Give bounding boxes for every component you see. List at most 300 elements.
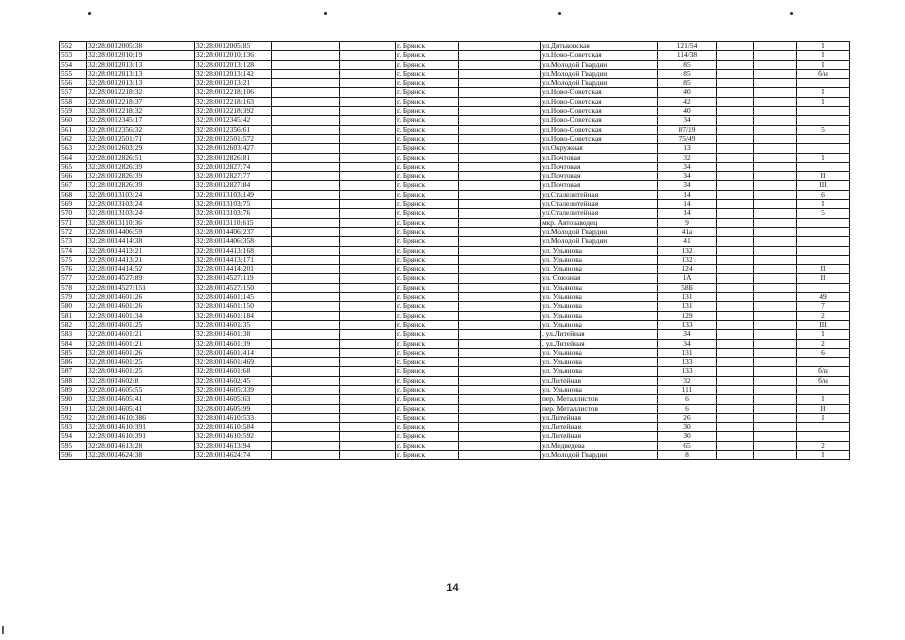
table-row: [60, 274, 850, 283]
cell-apartment: 49: [797, 293, 850, 302]
cell-cadastral-number-building: 32:28:0014413:168: [195, 246, 272, 255]
table-row: [60, 432, 850, 441]
cell-blank-col-7: [459, 404, 541, 413]
cell-row-number: 593: [60, 423, 87, 432]
cell-blank-col-11: [754, 432, 797, 441]
cell-row-number: 571: [60, 218, 87, 227]
scan-dot: [790, 12, 793, 15]
cell-house-number: 121/54: [658, 42, 717, 51]
cell-city: г. Брянск: [396, 293, 459, 302]
cell-row-number: 568: [60, 190, 87, 199]
cell-blank-col-4: [272, 255, 340, 264]
cell-cadastral-number-building: 32:28:0014601:145: [195, 293, 272, 302]
cell-apartment: [797, 358, 850, 367]
cell-city: г. Брянск: [396, 413, 459, 422]
cell-house-number: 6: [658, 404, 717, 413]
cell-cadastral-number-building: 32:28:0012013:142: [195, 69, 272, 78]
cell-cadastral-number-building: 32:28:0012826:81: [195, 153, 272, 162]
cell-cadastral-number-building: 32:28:0014601:469: [195, 358, 272, 367]
cell-apartment: II: [797, 404, 850, 413]
table-row: [60, 69, 850, 78]
cell-blank-col-4: [272, 134, 340, 143]
cell-row-number: 583: [60, 330, 87, 339]
cell-blank-col-4: [272, 385, 340, 394]
cell-cadastral-number-parcel: 32:28:0014601:26: [87, 293, 195, 302]
cell-row-number: 589: [60, 385, 87, 394]
cell-blank-col-4: [272, 348, 340, 357]
cell-house-number: 133: [658, 358, 717, 367]
cell-street: ул.Ново-Советская: [541, 116, 658, 125]
cell-house-number: 114/38: [658, 51, 717, 60]
cell-blank-col-4: [272, 60, 340, 69]
cell-cadastral-number-parcel: 32:28:0013110:36: [87, 218, 195, 227]
cell-apartment: [797, 237, 850, 246]
cell-row-number: 578: [60, 283, 87, 292]
cell-city: г. Брянск: [396, 172, 459, 181]
table-row: [60, 209, 850, 218]
cell-street: пер. Металлистов: [541, 404, 658, 413]
cell-street: ул.Молодой Гвардии: [541, 451, 658, 460]
cell-blank-col-11: [754, 293, 797, 302]
cell-blank-col-4: [272, 237, 340, 246]
cell-city: г. Брянск: [396, 339, 459, 348]
cell-blank-col-4: [272, 227, 340, 236]
cell-row-number: 586: [60, 358, 87, 367]
cell-apartment: I: [797, 395, 850, 404]
cell-blank-col-5: [340, 320, 396, 329]
cell-blank-col-7: [459, 255, 541, 264]
cell-street: ул. Ульянова: [541, 293, 658, 302]
cell-blank-col-11: [754, 339, 797, 348]
cell-house-number: 32: [658, 153, 717, 162]
cell-apartment: 7: [797, 302, 850, 311]
cell-cadastral-number-building: 32:28:0012218:106: [195, 88, 272, 97]
cell-street: ул. Ульянова: [541, 385, 658, 394]
cell-blank-col-7: [459, 441, 541, 450]
cell-blank-col-7: [459, 385, 541, 394]
cell-house-number: 124: [658, 265, 717, 274]
cell-row-number: 557: [60, 88, 87, 97]
cell-cadastral-number-parcel: 32:28:0014406:59: [87, 227, 195, 236]
cell-blank-col-11: [754, 358, 797, 367]
cell-blank-col-11: [754, 107, 797, 116]
cell-blank-col-7: [459, 246, 541, 255]
cell-house-number: 26: [658, 413, 717, 422]
cell-blank-col-11: [754, 162, 797, 171]
cell-city: г. Брянск: [396, 237, 459, 246]
cell-cadastral-number-parcel: 32:28:0012013:13: [87, 79, 195, 88]
table-row: [60, 451, 850, 460]
cell-city: г. Брянск: [396, 209, 459, 218]
cell-blank-col-4: [272, 116, 340, 125]
cell-cadastral-number-parcel: 32:28:0014624:38: [87, 451, 195, 460]
cell-cadastral-number-parcel: 32:28:0014601:25: [87, 367, 195, 376]
cell-cadastral-number-building: 32:28:0014610:592: [195, 432, 272, 441]
cell-city: г. Брянск: [396, 274, 459, 283]
cell-blank-col-10: [717, 330, 754, 339]
cell-house-number: 111: [658, 385, 717, 394]
cell-blank-col-7: [459, 283, 541, 292]
cell-blank-col-10: [717, 395, 754, 404]
cell-blank-col-4: [272, 51, 340, 60]
cell-blank-col-11: [754, 376, 797, 385]
cell-row-number: 576: [60, 265, 87, 274]
cell-house-number: 40: [658, 107, 717, 116]
cell-blank-col-5: [340, 209, 396, 218]
cell-blank-col-4: [272, 339, 340, 348]
cell-street: ул.Ново-Советская: [541, 107, 658, 116]
cell-cadastral-number-parcel: 32:28:0014413:21: [87, 255, 195, 264]
cell-house-number: 6: [658, 395, 717, 404]
cell-cadastral-number-building: 32:28:0014414:201: [195, 265, 272, 274]
cell-blank-col-5: [340, 237, 396, 246]
cell-apartment: 5: [797, 209, 850, 218]
cell-city: г. Брянск: [396, 311, 459, 320]
cell-blank-col-4: [272, 69, 340, 78]
cell-row-number: 552: [60, 42, 87, 51]
cell-house-number: 131: [658, 293, 717, 302]
cell-blank-col-7: [459, 376, 541, 385]
cell-cadastral-number-parcel: 32:28:0014610:386: [87, 413, 195, 422]
cell-cadastral-number-building: 32:28:0013110:615: [195, 218, 272, 227]
cell-blank-col-4: [272, 162, 340, 171]
cell-blank-col-7: [459, 69, 541, 78]
cell-blank-col-10: [717, 274, 754, 283]
cell-apartment: III: [797, 320, 850, 329]
cell-cadastral-number-parcel: 32:28:0012826:39: [87, 172, 195, 181]
cell-blank-col-11: [754, 237, 797, 246]
cell-blank-col-10: [717, 107, 754, 116]
table-row: [60, 302, 850, 311]
cell-house-number: 30: [658, 432, 717, 441]
cell-blank-col-4: [272, 293, 340, 302]
cell-cadastral-number-building: 32:28:0014601:38: [195, 330, 272, 339]
cell-apartment: I: [797, 413, 850, 422]
cell-blank-col-10: [717, 125, 754, 134]
cell-blank-col-11: [754, 60, 797, 69]
cell-city: г. Брянск: [396, 69, 459, 78]
cell-city: г. Брянск: [396, 451, 459, 460]
cell-house-number: 34: [658, 162, 717, 171]
table-row: [60, 246, 850, 255]
cell-blank-col-5: [340, 172, 396, 181]
cell-cadastral-number-building: 32:28:0013103:75: [195, 200, 272, 209]
cell-street: ул. Ульянова: [541, 311, 658, 320]
cell-row-number: 585: [60, 348, 87, 357]
cell-city: г. Брянск: [396, 441, 459, 450]
cell-house-number: 14: [658, 200, 717, 209]
cell-apartment: I: [797, 451, 850, 460]
cell-street: пер. Металлистов: [541, 395, 658, 404]
cell-blank-col-11: [754, 255, 797, 264]
cell-blank-col-5: [340, 339, 396, 348]
cell-cadastral-number-parcel: 32:28:0012218:32: [87, 88, 195, 97]
cell-street: ул.Дятьковская: [541, 42, 658, 51]
cell-city: г. Брянск: [396, 97, 459, 106]
table-row: [60, 413, 850, 422]
cell-cadastral-number-parcel: 32:28:0014601:25: [87, 320, 195, 329]
cell-city: г. Брянск: [396, 246, 459, 255]
cell-city: г. Брянск: [396, 330, 459, 339]
cell-apartment: I: [797, 42, 850, 51]
cell-blank-col-7: [459, 88, 541, 97]
cell-blank-col-11: [754, 42, 797, 51]
cell-blank-col-7: [459, 162, 541, 171]
table-row: [60, 134, 850, 143]
table-row: [60, 385, 850, 394]
cell-apartment: [797, 423, 850, 432]
cell-row-number: 588: [60, 376, 87, 385]
cell-city: г. Брянск: [396, 218, 459, 227]
cell-blank-col-11: [754, 330, 797, 339]
cell-apartment: 5: [797, 125, 850, 134]
cell-cadastral-number-building: 32:28:0014413:171: [195, 255, 272, 264]
cell-city: г. Брянск: [396, 134, 459, 143]
cell-blank-col-4: [272, 432, 340, 441]
cell-cadastral-number-parcel: 32:28:0012826:51: [87, 153, 195, 162]
cell-cadastral-number-building: 32:28:0012827:77: [195, 172, 272, 181]
cell-blank-col-4: [272, 451, 340, 460]
cell-blank-col-7: [459, 107, 541, 116]
cell-row-number: 573: [60, 237, 87, 246]
cell-blank-col-4: [272, 283, 340, 292]
cell-street: ул.Сталелитейная: [541, 209, 658, 218]
cell-blank-col-11: [754, 451, 797, 460]
cell-cadastral-number-parcel: 32:28:0012826:39: [87, 162, 195, 171]
cell-blank-col-10: [717, 413, 754, 422]
cell-city: г. Брянск: [396, 367, 459, 376]
cell-city: г. Брянск: [396, 190, 459, 199]
cell-blank-col-4: [272, 404, 340, 413]
cell-blank-col-10: [717, 237, 754, 246]
cell-apartment: I: [797, 153, 850, 162]
cell-blank-col-5: [340, 432, 396, 441]
table-row: [60, 237, 850, 246]
cell-apartment: 6: [797, 348, 850, 357]
cell-street: ул. Ульянова: [541, 367, 658, 376]
cell-cadastral-number-building: 32:28:0013103:149: [195, 190, 272, 199]
cell-street: ул. Ульянова: [541, 283, 658, 292]
cell-row-number: 592: [60, 413, 87, 422]
table-row: [60, 107, 850, 116]
cell-cadastral-number-parcel: 32:28:0014605:41: [87, 395, 195, 404]
table-row: [60, 172, 850, 181]
cell-cadastral-number-building: 32:28:0012827:74: [195, 162, 272, 171]
cell-blank-col-10: [717, 348, 754, 357]
cell-apartment: б/н: [797, 69, 850, 78]
cell-blank-col-4: [272, 376, 340, 385]
cell-cadastral-number-building: 32:28:0014613:94: [195, 441, 272, 450]
cell-street: ул. Ульянова: [541, 255, 658, 264]
cell-blank-col-5: [340, 181, 396, 190]
cell-street: ул.Молодой Гвардии: [541, 227, 658, 236]
table-row: [60, 283, 850, 292]
cell-blank-col-10: [717, 116, 754, 125]
cell-blank-col-10: [717, 451, 754, 460]
cell-blank-col-7: [459, 116, 541, 125]
table-row: [60, 125, 850, 134]
cell-cadastral-number-parcel: 32:28:0014414:52: [87, 265, 195, 274]
cell-cadastral-number-parcel: 32:28:0013103:24: [87, 209, 195, 218]
cell-blank-col-7: [459, 79, 541, 88]
cell-blank-col-4: [272, 125, 340, 134]
cell-city: г. Брянск: [396, 255, 459, 264]
table-row: [60, 162, 850, 171]
cell-blank-col-10: [717, 441, 754, 450]
cell-blank-col-5: [340, 311, 396, 320]
cell-blank-col-10: [717, 385, 754, 394]
cell-cadastral-number-building: 32:28:0012501:572: [195, 134, 272, 143]
cell-street: ул.Почтовая: [541, 172, 658, 181]
cell-cadastral-number-parcel: 32:28:0014605:55: [87, 385, 195, 394]
cell-city: г. Брянск: [396, 358, 459, 367]
cell-apartment: 2: [797, 339, 850, 348]
cell-cadastral-number-parcel: 32:28:0014413:21: [87, 246, 195, 255]
table-row: [60, 423, 850, 432]
cell-cadastral-number-building: 32:28:0014406:237: [195, 227, 272, 236]
cell-blank-col-7: [459, 367, 541, 376]
cadastral-table: [59, 41, 850, 460]
cell-blank-col-4: [272, 218, 340, 227]
cell-blank-col-5: [340, 107, 396, 116]
cell-cadastral-number-building: 32:28:0014605:99: [195, 404, 272, 413]
cell-cadastral-number-parcel: 32:28:0012356:32: [87, 125, 195, 134]
cell-row-number: 580: [60, 302, 87, 311]
cell-apartment: [797, 162, 850, 171]
cell-city: г. Брянск: [396, 181, 459, 190]
cell-apartment: II: [797, 172, 850, 181]
cell-house-number: 14: [658, 190, 717, 199]
cell-cadastral-number-parcel: 32:28:0014602:8: [87, 376, 195, 385]
cell-apartment: [797, 385, 850, 394]
cell-blank-col-11: [754, 209, 797, 218]
cell-blank-col-5: [340, 413, 396, 422]
cell-blank-col-10: [717, 51, 754, 60]
cell-blank-col-4: [272, 265, 340, 274]
cell-house-number: 85: [658, 79, 717, 88]
cell-blank-col-5: [340, 274, 396, 283]
cell-row-number: 570: [60, 209, 87, 218]
cell-blank-col-4: [272, 302, 340, 311]
cell-blank-col-7: [459, 153, 541, 162]
cell-blank-col-7: [459, 172, 541, 181]
cell-blank-col-5: [340, 69, 396, 78]
cell-blank-col-10: [717, 42, 754, 51]
cell-row-number: 591: [60, 404, 87, 413]
cell-house-number: 85: [658, 69, 717, 78]
cell-blank-col-11: [754, 274, 797, 283]
cell-row-number: 579: [60, 293, 87, 302]
cell-house-number: 133: [658, 320, 717, 329]
cell-blank-col-4: [272, 358, 340, 367]
cell-city: г. Брянск: [396, 302, 459, 311]
cell-blank-col-10: [717, 97, 754, 106]
cell-blank-col-7: [459, 237, 541, 246]
cell-cadastral-number-parcel: 32:28:0013103:24: [87, 190, 195, 199]
cell-blank-col-5: [340, 42, 396, 51]
cell-blank-col-11: [754, 227, 797, 236]
page-edge-mark: [2, 626, 4, 634]
cell-blank-col-11: [754, 88, 797, 97]
cell-row-number: 574: [60, 246, 87, 255]
cell-blank-col-7: [459, 265, 541, 274]
cell-cadastral-number-building: 32:28:0014601:150: [195, 302, 272, 311]
cell-cadastral-number-building: 32:28:0014601:184: [195, 311, 272, 320]
cell-street: ул.Молодой Гвардии: [541, 79, 658, 88]
cell-blank-col-7: [459, 413, 541, 422]
cell-blank-col-10: [717, 255, 754, 264]
cell-blank-col-4: [272, 42, 340, 51]
cell-blank-col-11: [754, 441, 797, 450]
cell-house-number: 14: [658, 209, 717, 218]
cell-blank-col-5: [340, 265, 396, 274]
cell-row-number: 577: [60, 274, 87, 283]
cell-blank-col-7: [459, 181, 541, 190]
cell-blank-col-10: [717, 190, 754, 199]
cell-cadastral-number-parcel: 32:28:0014601:26: [87, 302, 195, 311]
table-row: [60, 42, 850, 51]
cell-cadastral-number-building: 32:28:0014624:74: [195, 451, 272, 460]
cell-row-number: 584: [60, 339, 87, 348]
table-row: [60, 348, 850, 357]
cell-blank-col-4: [272, 153, 340, 162]
cell-blank-col-10: [717, 227, 754, 236]
cell-house-number: 131: [658, 302, 717, 311]
cell-cadastral-number-building: 32:28:0012013:128: [195, 60, 272, 69]
cell-cadastral-number-parcel: 32:28:0012010:19: [87, 51, 195, 60]
cell-blank-col-11: [754, 125, 797, 134]
cell-house-number: 34: [658, 116, 717, 125]
cell-house-number: 85: [658, 60, 717, 69]
cell-cadastral-number-parcel: 32:28:0012345:17: [87, 116, 195, 125]
table-row: [60, 181, 850, 190]
cell-blank-col-11: [754, 97, 797, 106]
cell-street: ул.Литейная: [541, 376, 658, 385]
cell-apartment: б/н: [797, 367, 850, 376]
table-row: [60, 320, 850, 329]
cell-row-number: 563: [60, 144, 87, 153]
cell-row-number: 553: [60, 51, 87, 60]
table-row: [60, 51, 850, 60]
cell-street: ул.Ново-Советская: [541, 88, 658, 97]
table-row: [60, 116, 850, 125]
cell-blank-col-11: [754, 283, 797, 292]
cell-apartment: I: [797, 88, 850, 97]
cell-blank-col-7: [459, 358, 541, 367]
cell-blank-col-11: [754, 79, 797, 88]
cell-blank-col-5: [340, 153, 396, 162]
cell-city: г. Брянск: [396, 51, 459, 60]
cell-cadastral-number-parcel: 32:28:0012603:29: [87, 144, 195, 153]
cell-cadastral-number-parcel: 32:28:0014601:25: [87, 358, 195, 367]
cell-city: г. Брянск: [396, 88, 459, 97]
cell-cadastral-number-building: 32:28:0014601:414: [195, 348, 272, 357]
cell-blank-col-4: [272, 246, 340, 255]
cell-street: ул. Ульянова: [541, 302, 658, 311]
cell-house-number: 9: [658, 218, 717, 227]
cell-house-number: 32: [658, 376, 717, 385]
cell-house-number: 133: [658, 367, 717, 376]
cell-blank-col-5: [340, 302, 396, 311]
cell-row-number: 558: [60, 97, 87, 106]
cell-blank-col-10: [717, 162, 754, 171]
table-row: [60, 358, 850, 367]
cell-blank-col-5: [340, 404, 396, 413]
cell-cadastral-number-building: 32:28:0012356:61: [195, 125, 272, 134]
cell-apartment: [797, 144, 850, 153]
cell-apartment: II: [797, 274, 850, 283]
cell-cadastral-number-parcel: 32:28:0012013:13: [87, 60, 195, 69]
